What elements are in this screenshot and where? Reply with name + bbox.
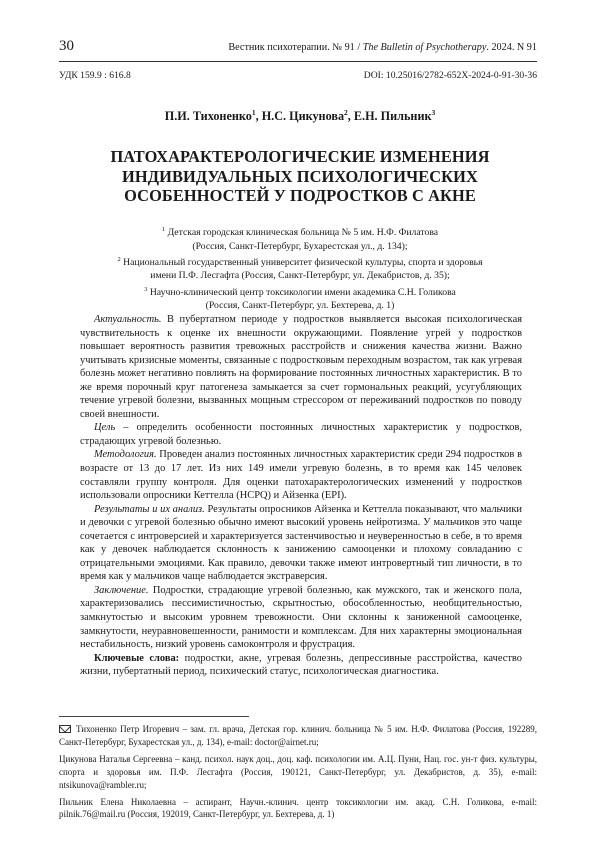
title-line: ОСОБЕННОСТЕЙ У ПОДРОСТКОВ С АКНЕ	[124, 186, 476, 205]
abstract-methods	[80, 448, 522, 502]
abstract-conclusion	[80, 584, 522, 652]
doi: DOI: 10.25016/2782-652X-2024-0-91-30-36	[363, 70, 537, 81]
journal-name-en: The Bulletin of Psychotherapy	[362, 42, 487, 53]
author-affil-ref: 3	[431, 108, 436, 117]
affiliations	[60, 223, 540, 312]
affiliation-text: Детская городская клиническая больница № 5 им. Н.Ф. Филатова	[167, 227, 439, 239]
affil-number: 3	[144, 285, 148, 293]
header-rule	[59, 61, 537, 62]
abstract-relevance	[80, 313, 522, 421]
section-text: Результаты опросников Айзенка и Кеттелла показывают, что мальчики и девочки с угревой болезнью обычно имеют высокий уровень нейротизма. У мальчиков это чаще сочетается с интроверсией и характеризуется застенчивостью и неуверенностью в себе, в то время как у девочек наблюдается склонность к занижению самооценки и плохому совладанию с отрицательными эмоциями. Как правило, девочки также имеют интровертный тип личности, в то время как у мальчиков чаще наблюдается экстраверсия.	[80, 503, 522, 583]
author-name: Е.Н. Пильник	[353, 109, 432, 124]
author-affil-ref: 2	[344, 108, 348, 117]
keywords-text: подростки, акне, угревая болезнь, депрессивные расстройства, качество жизни, пубертатный период, психический статус, психологическая диагностика.	[80, 652, 523, 678]
abstract-aim	[80, 421, 522, 448]
footnote-author-3: Пильник Елена Николаевна – аспирант, Научн.-клинич. центр токсикологии им. акад. С.Н. Голикова, e-mail: pilnik.76@mail.ru (Россия, 192019, Санкт-Петербург, ул. Бехтерева, д. 1)	[59, 796, 537, 820]
affiliation-text: Научно-клинический центр токсикологии имени академика С.Н. Голикова	[149, 286, 456, 298]
keywords-label: Ключевые слова:	[94, 652, 180, 664]
footnote-text: Тихоненко Петр Игоревич – зам. гл. врача, Детская гор. клинич. больница № 5 им. Н.Ф. Филатова (Россия, 192289, Санкт-Петербург, Бухарестская ул., д. 134), e-mail: doctor@airnet.ru;	[59, 724, 537, 747]
running-head	[59, 38, 537, 60]
envelope-icon	[59, 725, 71, 733]
affiliation-line: имени П.Ф. Лесгафта (Россия, Санкт-Петербург, ул. Декабристов, д. 35);	[150, 270, 450, 282]
abstract-results	[80, 503, 522, 584]
author-name: П.И. Тихоненко	[164, 109, 252, 124]
footnote-rule	[59, 716, 249, 717]
affiliation-line	[60, 253, 540, 270]
abstract	[80, 313, 522, 679]
section-label: Актуальность.	[94, 314, 162, 325]
section-label: Цель	[94, 422, 116, 434]
affiliation-line: (Россия, Санкт-Петербург, Бухарестская ул., д. 134);	[192, 240, 408, 252]
affiliation-line: (Россия, Санкт-Петербург, ул. Бехтерева, д. 1)	[205, 300, 395, 312]
journal-separator: /	[354, 42, 363, 53]
section-text: Проведен анализ постоянных личностных характеристик среди 294 подростков в возрасте от 13 до 17 лет. Из них 149 имели угревую болезнь, в то время как 145 человек составляли группу контроля. Для оценки патохарактерологических изменений у подростков использовали опросники Кеттелла (HCPQ) и Айзенка (EPI).	[80, 449, 522, 502]
affil-number: 1	[161, 226, 166, 233]
article-title	[80, 147, 520, 206]
section-label: Методология.	[94, 449, 157, 461]
section-text: Подростки, страдающие угревой болезнью, как мужского, так и женского пола, характеризовались пессимистичностью, скрытностью, обособленностью, необщительностью, замкнутостью и высоким уровнем тревожности. Они склонны к заниженной самооценке, замкнутости, неуравновешенности, ранимости и комплексам. Для них характерны эмоциональная нестабильность, низкий уровень самоконтроля и фрустрация.	[80, 584, 522, 651]
affiliation-text: Национальный государственный университет физической культуры, спорта и здоровья	[123, 257, 483, 269]
journal-name-ru: Вестник психотерапии. № 91	[228, 42, 355, 53]
author-affil-ref: 1	[251, 108, 256, 117]
title-line: ПАТОХАРАКТЕРОЛОГИЧЕСКИЕ ИЗМЕНЕНИЯ	[110, 147, 490, 166]
section-label: Заключение.	[94, 584, 149, 596]
section-text: – определить особенности постоянных личностных характеристик у подростков, страдающих угревой болезнью.	[80, 422, 522, 447]
author-list: П.И. Тихоненко$^1$, Н.С. Цикунова$^2$, Е.Н. Пильник$^3$	[164, 108, 436, 124]
author-name: Н.С. Цикунова	[261, 109, 345, 124]
footnote-author-2: Цикунова Наталья Сергеевна – канд. психол. наук доц., доц. каф. психологии им. А.Ц. Пуни, Нац. гос. ун-т физ. культуры, спорта и здоровья им. П.Ф. Лесгафта (Россия, 190121, Санкт-Петербург, ул. Декабристов, д. 35), e-mail: ntsikunova@rambler.ru;	[59, 753, 537, 790]
section-text: В пубертатном периоде у подростков выявляется высокая психологическая чувствительность к оценке их внешности окружающими. Появление угрей у подростков повышает вероятность развития тревожных расстройств и снижения качества жизни. Важно учитывать кризисные моменты, связанные с подростковым переходным возрастом, так как угревая болезнь может негативно повлиять на формирование постоянных личностных характеристик. В то же время порочный круг патогенеза замыкается за счет гормональных реакций, усугубляющих течение угревой болезни, вызванных мощным стрессором от переживаний подростков по поводу своей внешности.	[80, 314, 522, 420]
udk-code: УДК 159.9 : 616.8	[59, 70, 131, 81]
footnote-author-1	[59, 723, 537, 749]
affiliation-line	[60, 223, 540, 240]
section-label: Результаты и их анализ.	[94, 503, 205, 515]
page-number: 30	[59, 38, 74, 54]
author-footnotes	[59, 723, 537, 825]
journal-issue: . 2024. N 91	[486, 42, 537, 53]
abstract-keywords	[80, 652, 522, 679]
affil-number: 2	[117, 255, 121, 263]
journal-name	[228, 42, 537, 53]
title-line: ИНДИВИДУАЛЬНЫХ ПСИХОЛОГИЧЕСКИХ	[122, 166, 478, 186]
affiliation-line	[60, 283, 540, 300]
